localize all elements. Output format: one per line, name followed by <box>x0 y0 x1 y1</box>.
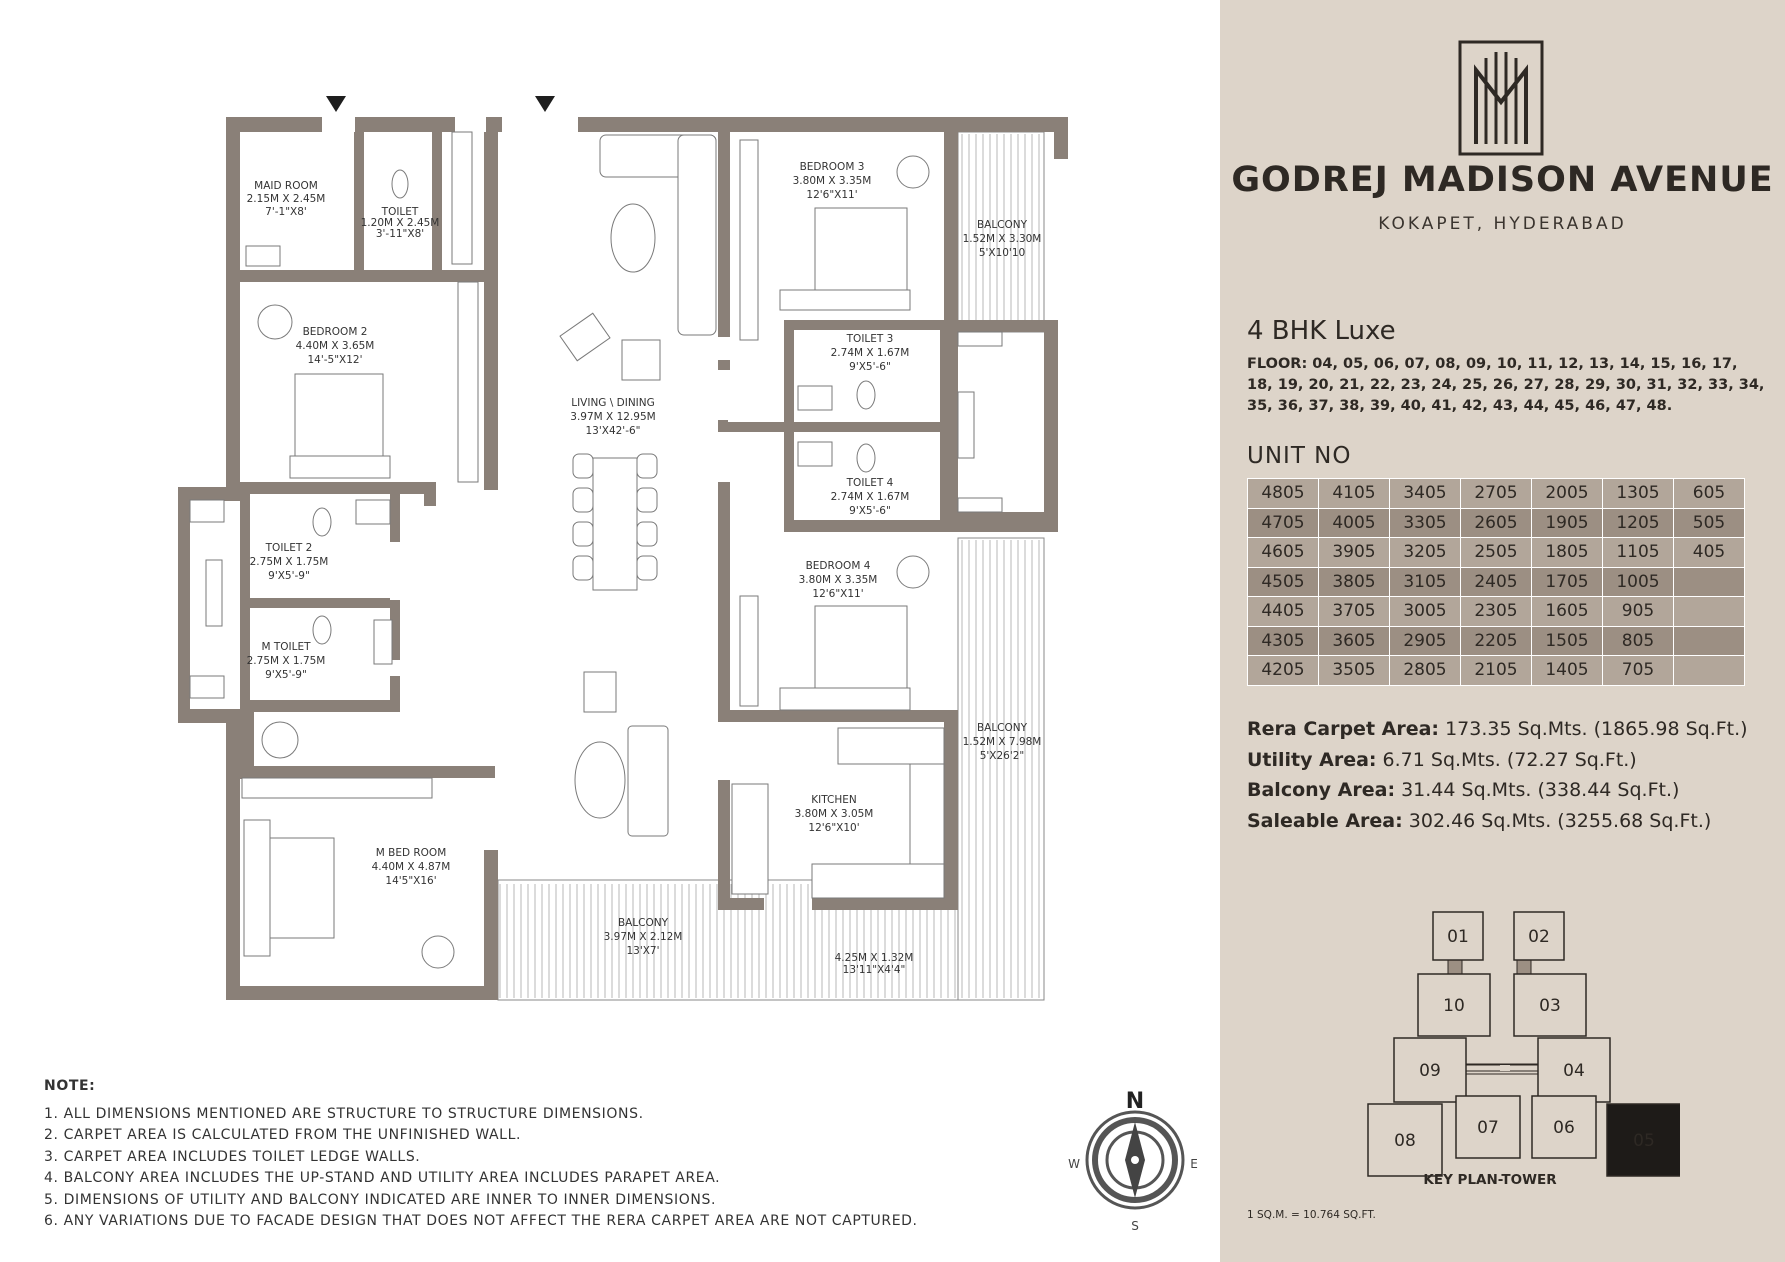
unit-cell: 3305 <box>1390 508 1461 538</box>
unit-row <box>1248 597 1745 627</box>
svg-text:04: 04 <box>1563 1061 1585 1081</box>
entry-arrow-maid <box>326 96 346 112</box>
unit-cell: 605 <box>1674 479 1745 509</box>
unit-cell: 4405 <box>1248 597 1319 627</box>
unit-cell: 4505 <box>1248 567 1319 597</box>
area-row: Saleable Area: 302.46 Sq.Mts. (3255.68 Sq.Ft.) <box>1247 809 1712 832</box>
unit-cell: 2505 <box>1461 538 1532 568</box>
unit-cell <box>1674 567 1745 597</box>
tower-02 <box>1514 912 1564 960</box>
svg-text:03: 03 <box>1539 996 1561 1016</box>
unit-row <box>1248 538 1745 568</box>
unit-cell: 3805 <box>1319 567 1390 597</box>
tower-07 <box>1456 1096 1520 1158</box>
tower-10 <box>1418 974 1490 1036</box>
configuration: 4 BHK Luxe <box>1247 316 1396 346</box>
balcony-right-label: BALCONY 1.52M X 7.98M 5'X26'2" <box>962 722 1042 762</box>
svg-text:06: 06 <box>1553 1118 1575 1138</box>
unit-no-title: UNIT NO <box>1247 443 1352 469</box>
unit-cell: 3105 <box>1390 567 1461 597</box>
bedroom3-label: BEDROOM 3 3.80M X 3.35M 12'6"X11' <box>792 161 872 201</box>
balcony-bottom-label: BALCONY 3.97M X 2.12M 13'X7' <box>603 917 683 957</box>
floor-list: FLOOR: 04, 05, 06, 07, 08, 09, 10, 11, 12, 13, 14, 15, 16, 17, 18, 19, 20, 21, 22, 23, 24, 25, 26, 27, 28, 29, 30, 31, 32, 33, 34, 35, 36, 37, 38, 39, 40, 41, 42, 43, 44, 45, 46, 47, 48. <box>1247 356 1765 414</box>
unit-cell: 2705 <box>1461 479 1532 509</box>
tower-09 <box>1394 1038 1466 1102</box>
svg-text:07: 07 <box>1477 1118 1499 1138</box>
unit-cell: 2105 <box>1461 656 1532 686</box>
unit-cell: 3405 <box>1390 479 1461 509</box>
compass-north: N <box>1125 1089 1145 1114</box>
conversion-note: 1 SQ.M. = 10.764 SQ.FT. <box>1247 1209 1376 1221</box>
unit-cell: 1705 <box>1532 567 1603 597</box>
unit-cell: 3505 <box>1319 656 1390 686</box>
unit-cell: 405 <box>1674 538 1745 568</box>
area-row: Balcony Area: 31.44 Sq.Mts. (338.44 Sq.Ft.) <box>1247 779 1680 801</box>
balcony-deck-top <box>958 132 1044 332</box>
area-row: Utility Area: 6.71 Sq.Mts. (72.27 Sq.Ft.) <box>1247 748 1637 771</box>
tower-06 <box>1532 1096 1596 1158</box>
tower-04 <box>1538 1038 1610 1102</box>
note-item: 3. CARPET AREA INCLUDES TOILET LEDGE WALLS. <box>44 1148 421 1165</box>
balcony-top-label: BALCONY 1.52M X 3.30M 5'X10'10 <box>962 219 1042 259</box>
unit-cell: 2405 <box>1461 567 1532 597</box>
svg-text:10: 10 <box>1443 996 1465 1016</box>
notes-title: NOTE: <box>44 1078 96 1094</box>
notes <box>44 1078 918 1232</box>
compass-west: W <box>1068 1157 1080 1171</box>
unit-cell: 3005 <box>1390 597 1461 627</box>
maid-room-label: MAID ROOM 2.15M X 2.45M 7'-1"X8' <box>246 180 326 218</box>
entry-arrow-main <box>535 96 555 112</box>
unit-cell: 1205 <box>1603 508 1674 538</box>
unit-cell: 3905 <box>1319 538 1390 568</box>
unit-cell: 2305 <box>1461 597 1532 627</box>
unit-cell: 4105 <box>1319 479 1390 509</box>
unit-cell: 2205 <box>1461 626 1532 656</box>
unit-cell: 1305 <box>1603 479 1674 509</box>
area-summary <box>1247 714 1748 836</box>
unit-cell <box>1674 626 1745 656</box>
bedroom4-label: BEDROOM 4 3.80M X 3.35M 12'6"X11' <box>798 560 878 600</box>
bedroom2-label: BEDROOM 2 4.40M X 3.65M 14'-5"X12' <box>295 326 375 366</box>
unit-cell: 4605 <box>1248 538 1319 568</box>
tower-08 <box>1368 1104 1442 1176</box>
unit-cell: 2005 <box>1532 479 1603 509</box>
unit-row <box>1248 508 1745 538</box>
note-item: 4. BALCONY AREA INCLUDES THE UP-STAND AND UTILITY AREA INCLUDES PARAPET AREA. <box>44 1170 721 1187</box>
compass <box>1068 1089 1198 1233</box>
unit-cell: 3705 <box>1319 597 1390 627</box>
note-item: 1. ALL DIMENSIONS MENTIONED ARE STRUCTURE TO STRUCTURE DIMENSIONS. <box>44 1106 644 1122</box>
key-plan-label: KEY PLAN-TOWER <box>1423 1172 1557 1188</box>
tower-01 <box>1433 912 1483 960</box>
unit-cell: 1605 <box>1532 597 1603 627</box>
living-label: LIVING \ DINING 3.97M X 12.95M 13'X42'-6" <box>570 397 656 437</box>
unit-row <box>1248 656 1745 686</box>
utility-label: 4.25M X 1.32M 13'11"X4'4" <box>834 952 914 976</box>
mtoilet-label: M TOILET 2.75M X 1.75M 9'X5'-9" <box>246 641 326 681</box>
svg-text:08: 08 <box>1394 1131 1416 1151</box>
unit-cell: 1805 <box>1532 538 1603 568</box>
svg-text:01: 01 <box>1447 927 1469 947</box>
info-panel <box>1220 0 1785 1262</box>
unit-cell: 3605 <box>1319 626 1390 656</box>
compass-south: S <box>1131 1219 1139 1233</box>
toilet4-label: TOILET 4 2.74M X 1.67M 9'X5'-6" <box>830 477 910 517</box>
tower-05 <box>1607 1104 1680 1176</box>
unit-cell: 1405 <box>1532 656 1603 686</box>
unit-row <box>1248 479 1745 509</box>
toilet3-label: TOILET 3 2.74M X 1.67M 9'X5'-6" <box>830 333 910 373</box>
unit-cell: 3205 <box>1390 538 1461 568</box>
unit-cell: 1505 <box>1532 626 1603 656</box>
unit-cell: 4305 <box>1248 626 1319 656</box>
key-plan <box>1340 900 1680 1200</box>
area-row: Rera Carpet Area: 173.35 Sq.Mts. (1865.98 Sq.Ft.) <box>1247 718 1748 740</box>
unit-cell: 4805 <box>1248 479 1319 509</box>
svg-text:02: 02 <box>1528 927 1550 947</box>
unit-cell: 4005 <box>1319 508 1390 538</box>
unit-cell <box>1674 656 1745 686</box>
toilet2-label: TOILET 2 2.75M X 1.75M 9'X5'-9" <box>249 542 329 582</box>
unit-cell: 4705 <box>1248 508 1319 538</box>
unit-cell: 1105 <box>1603 538 1674 568</box>
unit-cell: 1905 <box>1532 508 1603 538</box>
unit-table <box>1247 478 1745 686</box>
balcony-deck-right <box>958 538 1044 1000</box>
compass-east: E <box>1190 1157 1198 1171</box>
note-item: 2. CARPET AREA IS CALCULATED FROM THE UNFINISHED WALL. <box>44 1127 522 1144</box>
unit-row <box>1248 626 1745 656</box>
unit-cell: 805 <box>1603 626 1674 656</box>
unit-cell: 2605 <box>1461 508 1532 538</box>
unit-cell: 4205 <box>1248 656 1319 686</box>
unit-cell: 2805 <box>1390 656 1461 686</box>
unit-cell <box>1674 597 1745 627</box>
project-name: GODREJ MADISON AVENUE <box>1231 160 1774 200</box>
kitchen-label: KITCHEN 3.80M X 3.05M 12'6"X10' <box>794 794 874 834</box>
unit-row <box>1248 567 1745 597</box>
mbedroom-label: M BED ROOM 4.40M X 4.87M 14'5"X16' <box>371 847 451 887</box>
unit-cell: 2905 <box>1390 626 1461 656</box>
unit-cell: 505 <box>1674 508 1745 538</box>
unit-cell: 1005 <box>1603 567 1674 597</box>
svg-text:09: 09 <box>1419 1061 1441 1081</box>
tower-03 <box>1514 974 1586 1036</box>
svg-text:05: 05 <box>1633 1131 1655 1151</box>
note-item: 5. DIMENSIONS OF UTILITY AND BALCONY INDICATED ARE INNER TO INNER DIMENSIONS. <box>44 1191 716 1208</box>
unit-cell: 905 <box>1603 597 1674 627</box>
unit-cell: 705 <box>1603 656 1674 686</box>
toilet-label: TOILET 1.20M X 2.45M 3'-11"X8' <box>360 206 440 240</box>
project-location: KOKAPET, HYDERABAD <box>1378 214 1627 234</box>
note-item: 6. ANY VARIATIONS DUE TO FACADE DESIGN THAT DOES NOT AFFECT THE RERA CARPET AREA ARE NOT CAPTURED. <box>44 1213 918 1230</box>
brand-logo <box>1458 40 1544 156</box>
